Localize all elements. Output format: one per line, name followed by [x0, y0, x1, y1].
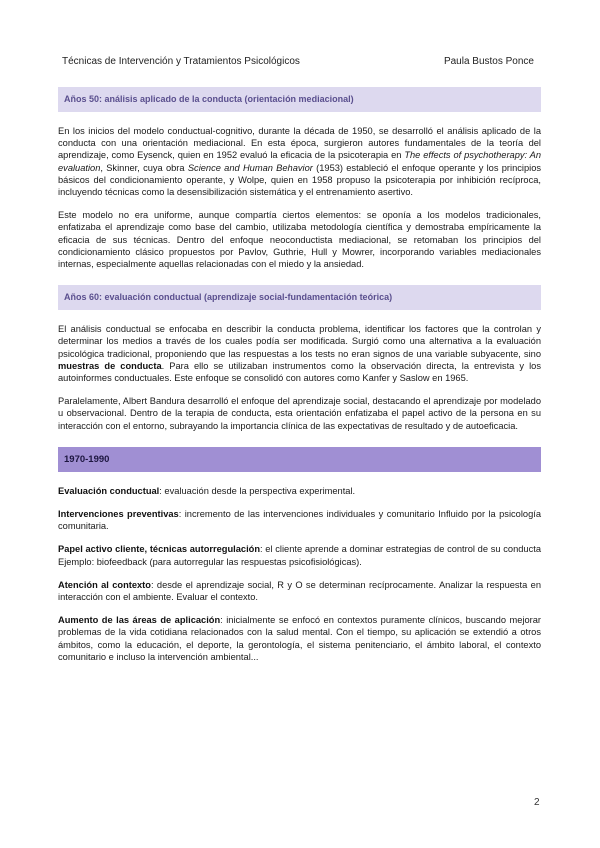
section-heading-anos-50: Años 50: análisis aplicado de la conducta (orientación mediacional) [58, 87, 541, 112]
list-item: Intervenciones preventivas: incremento de las intervenciones individuales y comunitario Influido por la psicología comunitaria. [58, 509, 541, 532]
paragraph-anos-50-intro: En los inicios del modelo conductual-cognitivo, durante la década de 1950, se desarrolló el análisis aplicado de la conducta con una orientación mediacional. En esta época, surgieron autores fundamentales de la teoría del aprendizaje, como Eysenck, quien en 1952 evaluó la eficacia de la psicoterapia en The effects of psychotherapy: An evaluation, Skinner, cuya obra Science and Human Behavior (1953) estableció el enfoque operante y los principios básicos del condicionamiento operante, y Wolpe, quien en 1958 propuso la psicoterapia por inhibición recíproca, incluyendo técnicas como la desensibilización sistemática y el entrenamiento asertivo. [58, 126, 542, 198]
paragraph-anos-50-modelo: Este modelo no era uniforme, aunque compartía ciertos elementos: se oponía a los modelos tradicionales, enfatizaba el aprendizaje como base del cambio, utilizaba metodología científica y demostraba empíricamente la eficacia de sus técnicas. Dentro del enfoque neoconductista mediacional, se retomaban los principios del condicionamiento clásico propuestos por Pavlov, Guthrie, Hull y Mowrer, incorporando variables mediacionales internas, especialmente aquellas relacionadas con el miedo y la ansiedad. [58, 210, 541, 270]
paragraph-anos-60-analisis: El análisis conductual se enfocaba en describir la conducta problema, identificar los factores que la controlan y determinar los medios a través de los cuales podía ser modificada. Surgió como una alternativa a la evaluación psicológica tradicional, proponiendo que las respuestas a los tests no eran signos de una variable subyacente, sino muestras de conducta. Para ello se utilizaban instrumentos como la observación directa, la entrevista y los autoinformes conductuales. Este enfoque se consolidó con autores como Kanfer y Saslow en 1965. [58, 324, 541, 384]
list-item: Evaluación conductual: evaluación desde la perspectiva experimental. [58, 485, 356, 496]
list-item: Atención al contexto: desde el aprendizaje social, R y O se determinan recíprocamente. Analizar la respuesta en interacción con el ambiente. Evaluar el contexto. [58, 579, 541, 603]
page-content [58, 87, 541, 663]
book-title-skinner: Science and Human Behavior [187, 162, 313, 173]
list-item: Papel activo cliente, técnicas autorregulación: el cliente aprende a dominar estrategias de control de su conducta Ejemplo: biofeedback (para autorregular las respuestas psicofisiológicas). [58, 544, 541, 567]
page-number: 2 [534, 797, 540, 808]
header-author: Paula Bustos Ponce [443, 56, 534, 67]
list-item: Aumento de las áreas de aplicación: inicialmente se enfocó en contextos puramente clínicos, buscando mejorar problemas de la vida cotidiana relacionados con la salud mental. Con el tiempo, su aplicación se extendió a otros ámbitos, como la educación, el deporte, la gerontología, el sistema penitenciario, el ámbito laboral, el contexto comunitario e incluso la intervención ambiental... [58, 615, 542, 662]
section-heading-anos-60: Años 60: evaluación conductual (aprendizaje social-fundamentación teórica) [58, 285, 541, 310]
page-header [62, 56, 534, 72]
bold-term-muestras: muestras de conducta [58, 360, 162, 371]
header-course-title: Técnicas de Intervención y Tratamientos Psicológicos [62, 56, 300, 67]
book-title-eysenck: The effects of psychotherapy: An evaluation [58, 150, 542, 173]
paragraph-anos-60-bandura: Paralelamente, Albert Bandura desarrolló el enfoque del aprendizaje social, destacando el aprendizaje por modelado u observacional. Dentro de la terapia de conducta, esta orientación enfatizaba el papel activo de la persona en su interacción con el entorno, subrayando la importancia clínica de las expectativas de resultado y de autoeficacia. [58, 396, 541, 431]
section-heading-1970-1990: 1970-1990 [58, 447, 541, 472]
